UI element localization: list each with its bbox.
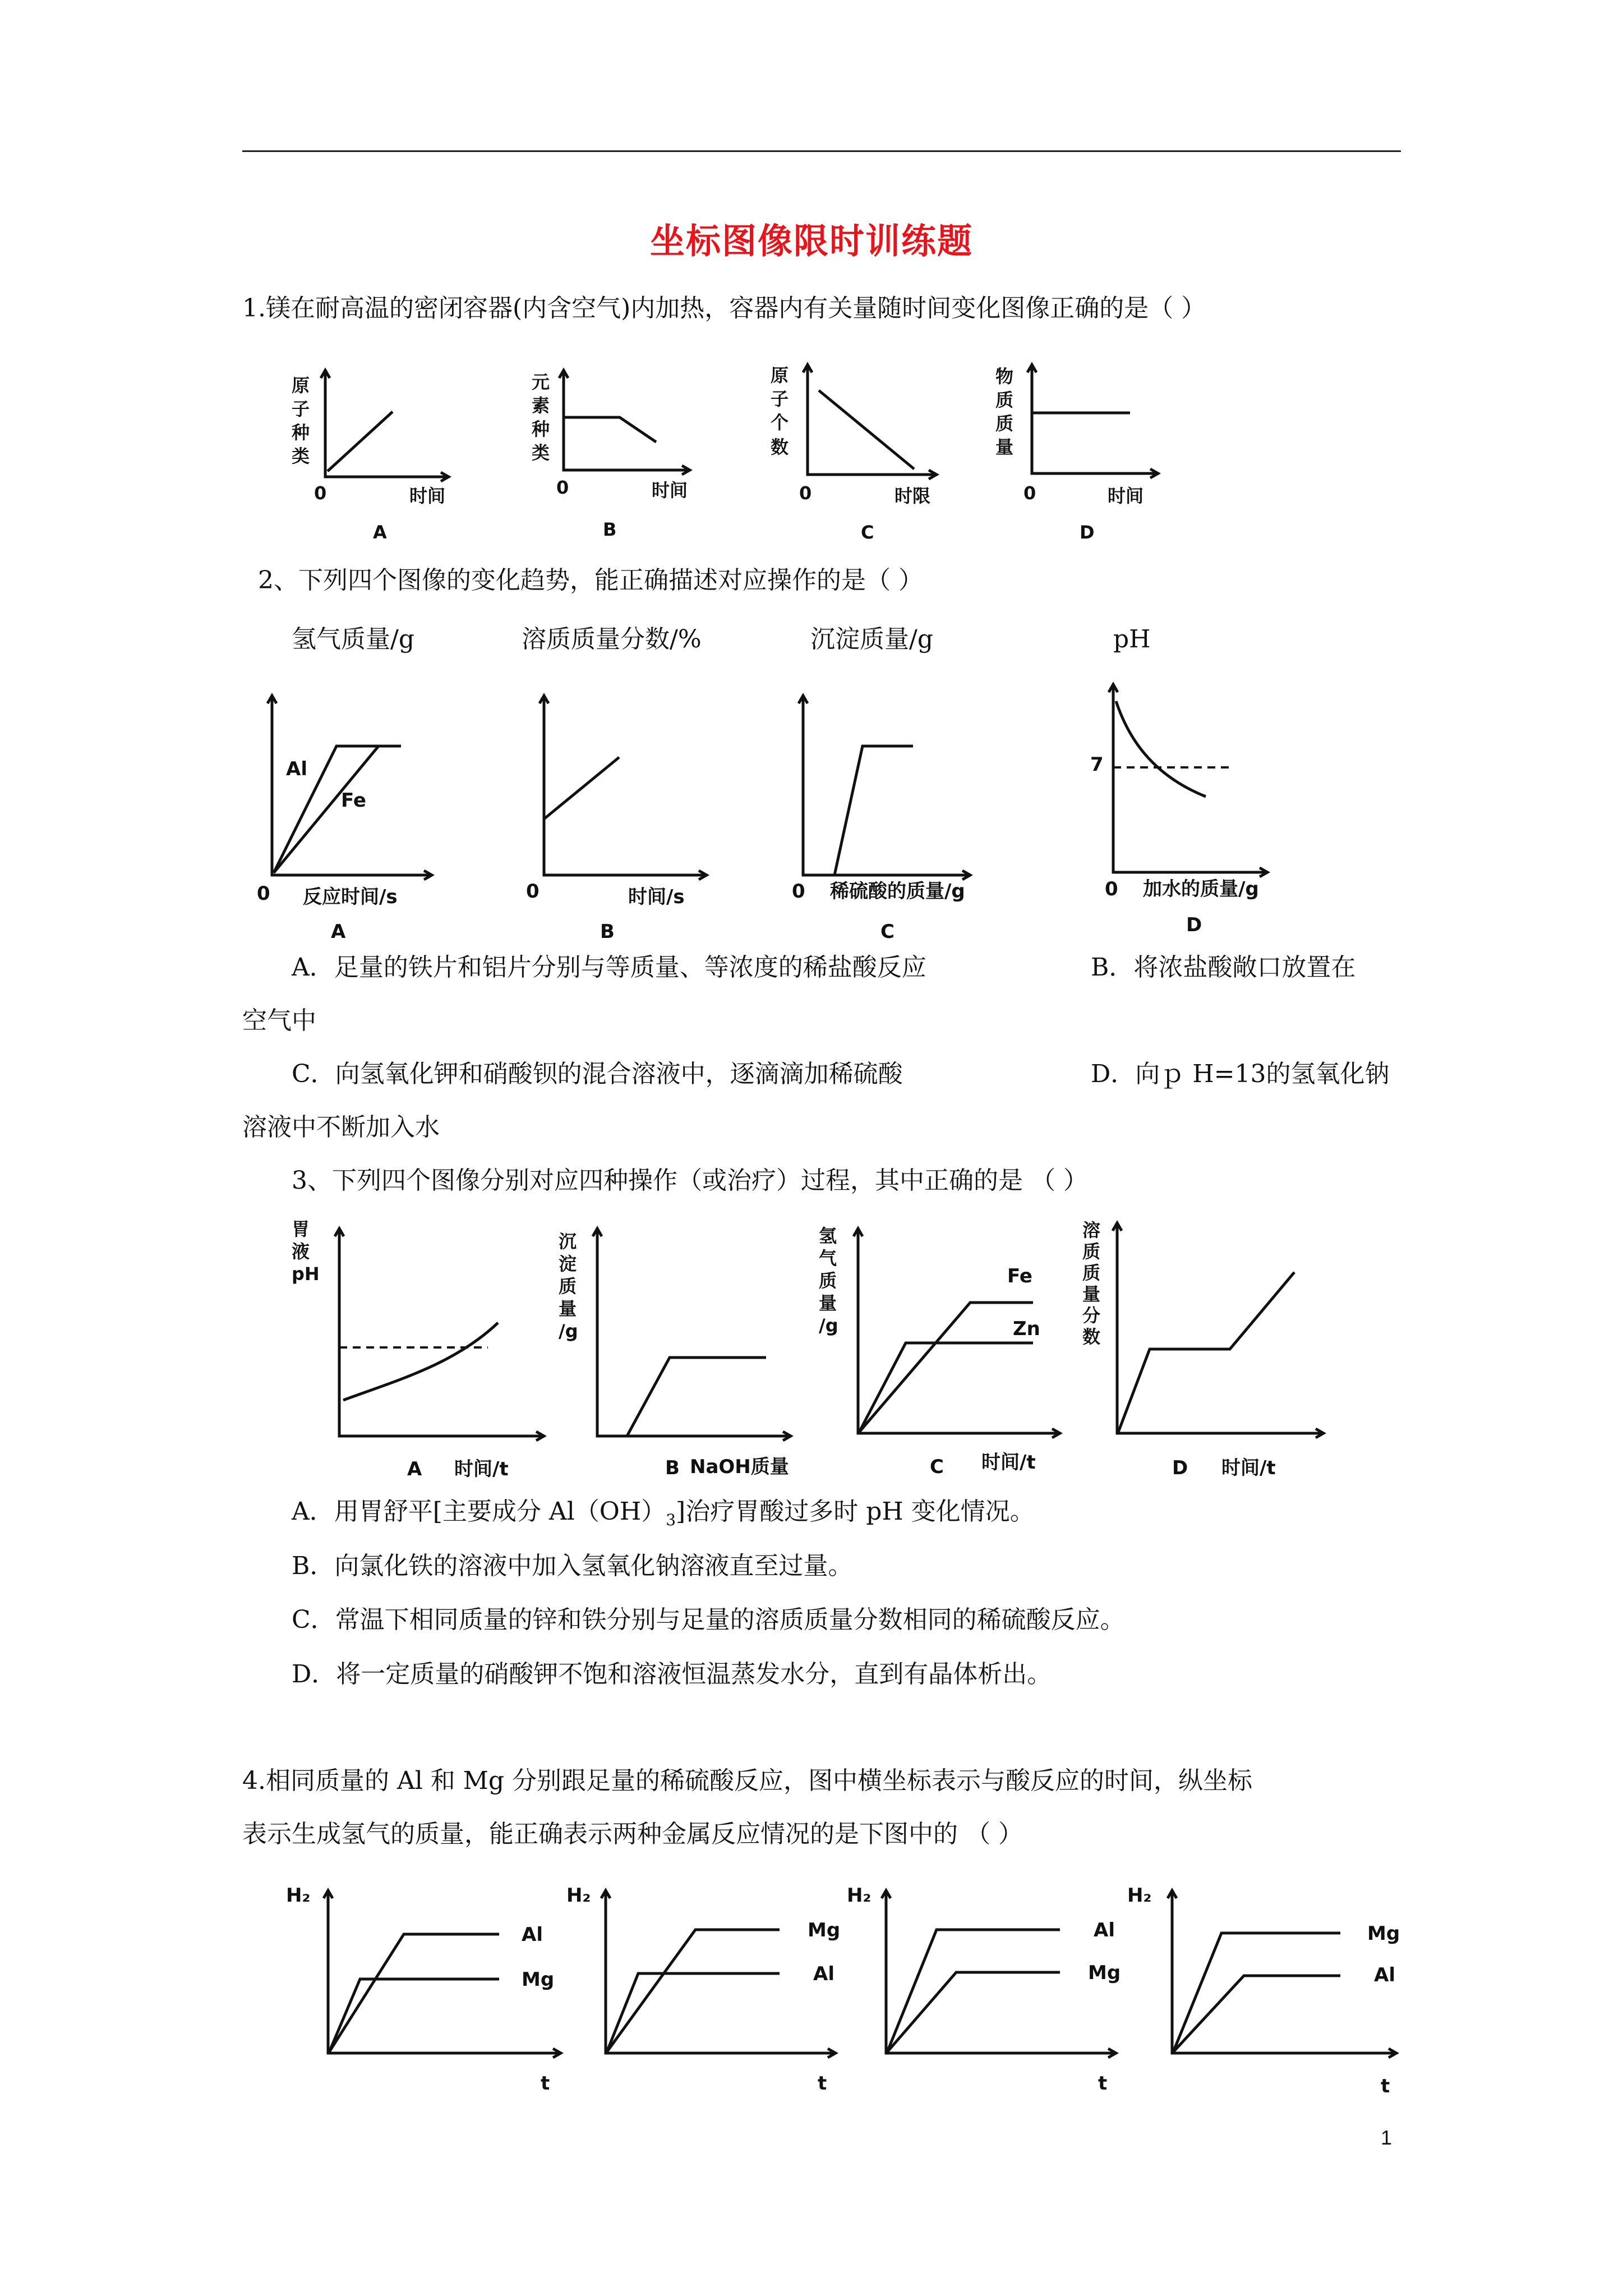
q4a-xlabel: t xyxy=(541,2072,550,2095)
q3d-xlabel: 时间/t xyxy=(1221,1457,1276,1479)
q1b-ylabel-3: 种 xyxy=(532,418,550,440)
page-title: 坐标图像限时训练题 xyxy=(649,220,973,261)
q3b-ylabel-2: 淀 xyxy=(559,1253,577,1274)
q4b-top-label: Mg xyxy=(808,1919,841,1941)
q1-stem: 1.镁在耐高温的密闭容器(内含空气)内加热，容器内有关量随时间变化图像正确的是（ ） xyxy=(242,294,1206,323)
q3a-ylabel-3: pH xyxy=(292,1263,320,1285)
q3a-ylabel-2: 液 xyxy=(292,1241,310,1262)
q2-option-d-cont: 溶液中不断加入水 xyxy=(242,1113,440,1142)
q4d-top-label: Mg xyxy=(1367,1922,1400,1945)
q1b-xlabel: 时间 xyxy=(652,480,688,501)
q3d-ylabel-4: 量 xyxy=(1082,1283,1101,1305)
q2c-caption: C xyxy=(880,921,895,943)
q2a-xlabel: 反应时间/s xyxy=(303,886,398,908)
q1a-ylabel-1: 原 xyxy=(292,375,310,396)
q1a-xlabel: 时间 xyxy=(409,485,446,507)
q3d-ylabel-3: 质 xyxy=(1082,1262,1101,1283)
q1b-caption: B xyxy=(603,519,617,540)
q3d-ylabel-1: 溶 xyxy=(1082,1220,1101,1241)
q4c-xlabel: t xyxy=(1098,2072,1108,2095)
q4d-ylabel: H₂ xyxy=(1127,1884,1152,1907)
q3c-series-zn: Zn xyxy=(1013,1318,1040,1340)
q3a-xlabel: 时间/t xyxy=(454,1458,509,1480)
q2d-origin: 0 xyxy=(1105,878,1118,900)
q1c-ylabel-2: 子 xyxy=(771,388,789,409)
q4-graph-d xyxy=(1127,1879,1402,2104)
q3c-ylabel-3: 质 xyxy=(819,1270,837,1291)
q4a-bottom-label: Mg xyxy=(522,1968,555,1991)
q3b-xlabel: NaOH质量 xyxy=(690,1456,789,1478)
q1-graph-b xyxy=(522,359,712,550)
q1b-ylabel-2: 素 xyxy=(532,395,550,416)
q4c-ylabel: H₂ xyxy=(847,1884,872,1907)
q2a-series-fe: Fe xyxy=(341,789,366,812)
q2d-ref-7: 7 xyxy=(1090,753,1104,776)
q4b-ylabel: H₂ xyxy=(566,1884,591,1907)
q1d-ylabel-3: 质 xyxy=(995,413,1014,434)
q3-option-a-pre: A．用胃舒平[主要成分 Al（OH） xyxy=(292,1497,666,1526)
q3d-caption: D xyxy=(1172,1457,1188,1479)
q4d-bottom-label: Al xyxy=(1374,1964,1395,1986)
q3a-ylabel-1: 胃 xyxy=(292,1218,310,1240)
q4-graph-b xyxy=(566,1879,847,2104)
q1b-ylabel-1: 元 xyxy=(532,371,550,393)
q3c-ylabel-5: /g xyxy=(819,1315,838,1336)
q3c-xlabel: 时间/t xyxy=(981,1451,1036,1474)
q3-graph-c xyxy=(813,1217,1077,1487)
q2b-xlabel: 时间/s xyxy=(628,886,685,908)
q3b-ylabel-5: /g xyxy=(559,1320,578,1342)
q2-stem: 2、下列四个图像的变化趋势，能正确描述对应操作的是（ ） xyxy=(258,566,923,595)
q1d-ylabel-1: 物 xyxy=(995,366,1014,387)
q1c-ylabel-3: 个 xyxy=(771,412,789,433)
q4a-ylabel: H₂ xyxy=(286,1884,311,1907)
q3-graph-d xyxy=(1082,1217,1346,1487)
q4-graph-c xyxy=(847,1879,1127,2104)
q1c-xlabel: 时限 xyxy=(895,485,931,507)
q3-graph-b xyxy=(555,1217,813,1487)
q3-option-c: C．常温下相同质量的锌和铁分别与足量的溶质质量分数相同的稀硫酸反应。 xyxy=(292,1605,1125,1634)
q1d-ylabel-4: 量 xyxy=(995,436,1014,458)
q1d-caption: D xyxy=(1080,522,1095,543)
q3-option-d: D．将一定质量的硝酸钾不饱和溶液恒温蒸发水分，直到有晶体析出。 xyxy=(292,1660,1052,1688)
q3c-ylabel-4: 量 xyxy=(819,1292,837,1314)
q1d-origin: 0 xyxy=(1023,482,1036,504)
q3b-ylabel-1: 沉 xyxy=(559,1231,577,1252)
q3b-caption: B xyxy=(665,1457,680,1479)
q3d-ylabel-6: 数 xyxy=(1082,1326,1101,1347)
q3c-caption: C xyxy=(930,1456,944,1478)
q1d-xlabel: 时间 xyxy=(1108,485,1144,507)
q4b-bottom-label: Al xyxy=(813,1963,834,1985)
q2a-origin: 0 xyxy=(257,882,270,905)
q3b-ylabel-3: 质 xyxy=(559,1276,577,1297)
q2a-series-al: Al xyxy=(286,758,307,780)
q1c-ylabel-4: 数 xyxy=(771,436,789,458)
q2-graph-a xyxy=(247,684,460,942)
q1b-origin: 0 xyxy=(556,477,569,498)
q1d-ylabel-2: 质 xyxy=(995,389,1014,411)
q3-option-a-sub: 3 xyxy=(666,1510,676,1529)
q2a-caption: A xyxy=(331,921,346,943)
q3c-ylabel-1: 氢 xyxy=(819,1225,837,1246)
q2-ylabel-b: 溶质质量分数/% xyxy=(522,625,702,654)
q2-option-b-cont: 空气中 xyxy=(242,1006,316,1035)
q2-option-a: A．足量的铁片和铝片分别与等质量、等浓度的稀盐酸反应 xyxy=(292,953,926,982)
q4a-top-label: Al xyxy=(522,1924,543,1946)
q2-option-b: B．将浓盐酸敞口放置在 xyxy=(1091,953,1356,982)
q2-ylabel-a: 氢气质量/g xyxy=(292,625,414,654)
q1a-ylabel-4: 类 xyxy=(292,445,310,467)
q1a-ylabel-3: 种 xyxy=(292,422,310,443)
q3d-ylabel-5: 分 xyxy=(1082,1305,1101,1326)
q4c-bottom-label: Mg xyxy=(1088,1962,1121,1984)
q1-graph-d xyxy=(995,359,1186,550)
q1c-origin: 0 xyxy=(799,482,812,504)
header-rule xyxy=(242,150,1401,152)
q4-graph-a xyxy=(286,1879,566,2104)
q3-option-b: B．向氯化铁的溶液中加入氢氧化钠溶液直至过量。 xyxy=(292,1552,853,1580)
q2d-xlabel: 加水的质量/g xyxy=(1143,878,1259,900)
q1a-ylabel-2: 子 xyxy=(292,398,310,420)
q4d-xlabel: t xyxy=(1381,2075,1390,2097)
q1a-caption: A xyxy=(373,522,387,543)
q4-stem-line2: 表示生成氢气的质量，能正确表示两种金属反应情况的是下图中的 （ ） xyxy=(242,1820,1023,1848)
q3-option-a xyxy=(292,1495,1035,1537)
q1-graph-c xyxy=(768,359,959,550)
q2-option-c: C．向氢氧化钾和硝酸钡的混合溶液中，逐滴滴加稀硫酸 xyxy=(292,1060,903,1088)
q2d-caption: D xyxy=(1186,914,1202,936)
q2-option-d: D．向ｐ H=13的氢氧化钠 xyxy=(1091,1060,1390,1088)
q2b-caption: B xyxy=(600,921,615,943)
q3c-ylabel-2: 气 xyxy=(819,1248,837,1269)
q4-stem-line1: 4.相同质量的 Al 和 Mg 分别跟足量的稀硫酸反应，图中横坐标表示与酸反应的时间，纵坐标 xyxy=(242,1766,1252,1795)
q3b-ylabel-4: 量 xyxy=(559,1298,577,1319)
q3-option-a-post: ]治疗胃酸过多时 pH 变化情况。 xyxy=(676,1497,1035,1526)
q2-graph-b xyxy=(527,684,740,942)
q1-graph-a xyxy=(280,359,471,550)
q1c-caption: C xyxy=(861,522,874,543)
q2b-origin: 0 xyxy=(526,880,540,903)
q3-stem: 3、下列四个图像分别对应四种操作（或治疗）过程，其中正确的是 （ ） xyxy=(292,1166,1088,1195)
q1c-ylabel-1: 原 xyxy=(771,365,789,386)
q2c-origin: 0 xyxy=(792,880,805,903)
q2-ylabel-d: pH xyxy=(1113,625,1151,654)
q2c-xlabel: 稀硫酸的质量/g xyxy=(830,880,965,903)
q2-graph-d xyxy=(1082,673,1329,942)
q3a-caption: A xyxy=(407,1458,422,1480)
q1b-ylabel-4: 类 xyxy=(532,442,550,463)
q4c-top-label: Al xyxy=(1094,1919,1115,1941)
q4b-xlabel: t xyxy=(818,2072,827,2095)
q3c-series-fe: Fe xyxy=(1007,1265,1032,1287)
page-number: 1 xyxy=(1381,2126,1393,2149)
q2-ylabel-c: 沉淀质量/g xyxy=(810,625,933,654)
q1a-origin: 0 xyxy=(314,482,327,504)
q3-graph-a xyxy=(292,1217,555,1487)
q2-graph-c xyxy=(785,684,1032,942)
q3d-ylabel-2: 质 xyxy=(1082,1241,1101,1262)
